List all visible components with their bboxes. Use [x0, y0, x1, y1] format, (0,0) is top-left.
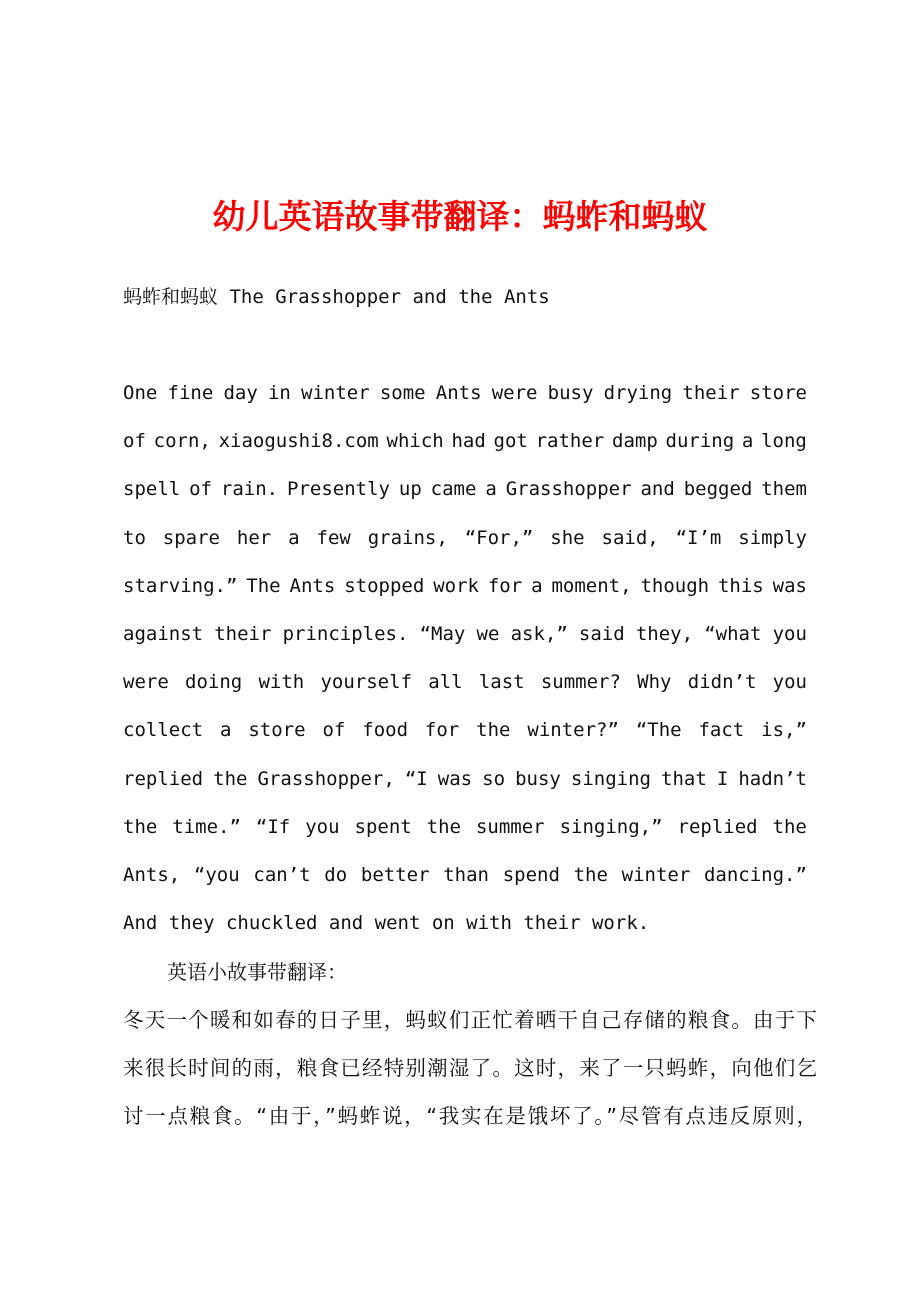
story-subtitle: 蚂蚱和蚂蚁 The Grasshopper and the Ants [123, 286, 550, 308]
chinese-line: 来很长时间的雨，粮食已经特别潮湿了。这时，来了一只蚂蚱，向他们乞 [123, 1056, 817, 1080]
english-line: were doing with yourself all last summer? Why didn’t you [123, 671, 807, 694]
english-line: collect a store of food for the winter?” “The fact is,” [123, 719, 807, 742]
english-line: to spare her a few grains, “For,” she said, “I’m simply [123, 526, 807, 549]
chinese-line: 讨一点粮食。“由于，”蚂蚱说，“我实在是饿坏了。”尽管有点违反原则， [123, 1104, 817, 1128]
document-title: 幼儿英语故事带翻译：蚂蚱和蚂蚁 [212, 197, 708, 236]
english-line: the time.” “If you spent the summer singing,” replied the [123, 815, 807, 838]
english-story-text [123, 378, 807, 956]
english-line: against their principles. “May we ask,” said they, “what you [123, 622, 807, 645]
chinese-line: 冬天一个暖和如春的日子里，蚂蚁们正忙着晒干自己存储的粮食。由于下 [123, 1008, 817, 1032]
english-line: of corn, xiaogushi8.com which had got rather damp during a long [123, 430, 807, 453]
english-line: spell of rain. Presently up came a Grasshopper and begged them [123, 478, 807, 501]
english-line: One fine day in winter some Ants were busy drying their store [123, 382, 807, 404]
english-line: And they chuckled and went on with their work. [123, 912, 650, 935]
chinese-translation-heading: 英语小故事带翻译： [167, 960, 347, 984]
english-line: starving.” The Ants stopped work for a moment, though this was [123, 574, 807, 597]
english-line: replied the Grasshopper, “I was so busy singing that I hadn’t [123, 767, 807, 790]
english-line: Ants, “you can’t do better than spend the winter dancing.” [123, 863, 807, 886]
chinese-translation-text [123, 1005, 817, 1149]
